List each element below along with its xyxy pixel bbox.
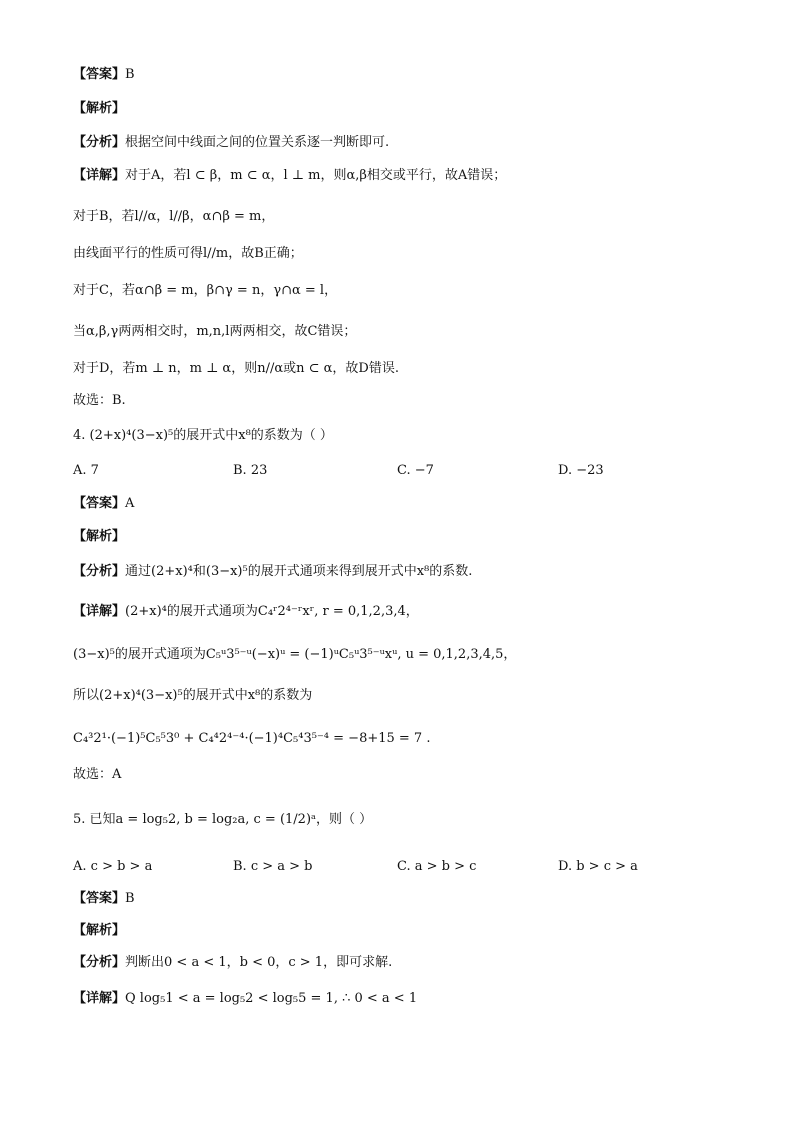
q5-option-b: B. c > a > b	[233, 859, 313, 874]
q5-line-1: Q log₅1 < a = log₅2 < log₅5 = 1, ∴ 0 < a < 1	[125, 991, 418, 1006]
q4-answer-line: 【答案】A	[73, 496, 135, 511]
q5-fenxi-line: 【分析】判断出0 < a < 1，b < 0，c > 1，即可求解.	[73, 955, 393, 970]
q4-line-4: C₄³2¹·(−1)⁵C₅⁵3⁰ + C₄⁴2⁴⁻⁴·(−1)⁴C₅⁴3⁵⁻⁴ = −8+15 = 7 .	[73, 731, 431, 746]
q3-line-b2: 由线面平行的性质可得l//m，故B正确；	[73, 246, 303, 261]
q3-answer-line	[73, 66, 135, 84]
q3-xiangjie-line: 【详解】对于A，若l ⊂ β，m ⊂ α，l ⊥ m，则α,β相交或平行，故A错误；	[73, 168, 507, 183]
q3-line-d: 对于D，若m ⊥ n，m ⊥ α，则n//α或n ⊂ α，故D错误.	[73, 361, 399, 376]
q5-answer-line: 【答案】B	[73, 891, 135, 906]
q3-conclusion: 故选：B.	[73, 393, 126, 408]
q5-option-c: C. a > b > c	[397, 859, 477, 874]
q5-option-d: D. b > c > a	[558, 859, 638, 874]
q3-line-c2: 当α,β,γ两两相交时，m,n,l两两相交，故C错误；	[73, 324, 357, 339]
fenxi-text: 判断出0 < a < 1，b < 0，c > 1，即可求解.	[125, 955, 393, 970]
answer-value: A	[125, 496, 135, 511]
q3-analysis-heading: 【解析】	[73, 101, 126, 116]
q3-line-a: 对于A，若l ⊂ β，m ⊂ α，l ⊥ m，则α,β相交或平行，故A错误；	[125, 168, 507, 183]
q5-options	[73, 859, 713, 877]
q3-fenxi-line: 【分析】根据空间中线面之间的位置关系逐一判断即可.	[73, 135, 390, 150]
q4-line-3: 所以(2+x)⁴(3−x)⁵的展开式中x⁸的系数为	[73, 688, 313, 703]
q4-option-c: C. −7	[397, 463, 434, 478]
q4-xiangjie-line: 【详解】(2+x)⁴的展开式通项为C₄ʳ2⁴⁻ʳxʳ, r = 0,1,2,3,4，	[73, 604, 419, 619]
q3-line-b1: 对于B，若l//α，l//β，α∩β = m，	[73, 209, 275, 224]
q5-stem: 5. 已知a = log₅2, b = log₂a, c = (1/2)ᵃ，则（ ）	[73, 812, 373, 827]
fenxi-text: 通过(2+x)⁴和(3−x)⁵的展开式通项来得到展开式中x⁸的系数.	[125, 564, 473, 579]
q3-line-c1: 对于C，若α∩β = m，β∩γ = n，γ∩α = l，	[73, 283, 338, 298]
q5-option-a: A. c > b > a	[73, 859, 153, 874]
answer-value: B	[125, 891, 135, 906]
answer-value: B	[125, 67, 135, 82]
q4-line-2: (3−x)⁵的展开式通项为C₅ᵘ3⁵⁻ᵘ(−x)ᵘ = (−1)ᵘC₅ᵘ3⁵⁻ᵘxᵘ, u = 0,1,2,3,4,5，	[73, 647, 517, 662]
q4-line-1: (2+x)⁴的展开式通项为C₄ʳ2⁴⁻ʳxʳ, r = 0,1,2,3,4，	[125, 604, 419, 619]
fenxi-text: 根据空间中线面之间的位置关系逐一判断即可.	[125, 135, 390, 150]
q4-conclusion: 故选：A	[73, 767, 122, 782]
q4-options	[73, 463, 713, 481]
q5-analysis-heading: 【解析】	[73, 923, 126, 938]
q4-option-a: A. 7	[73, 463, 99, 478]
q4-analysis-heading: 【解析】	[73, 529, 126, 544]
answer-label: 【答案】	[73, 67, 126, 82]
q4-stem: 4. (2+x)⁴(3−x)⁵的展开式中x⁸的系数为（ ）	[73, 428, 333, 443]
q5-xiangjie-line: 【详解】Q log₅1 < a = log₅2 < log₅5 = 1, ∴ 0 < a < 1	[73, 991, 418, 1006]
q4-option-d: D. −23	[558, 463, 604, 478]
q4-fenxi-line: 【分析】通过(2+x)⁴和(3−x)⁵的展开式通项来得到展开式中x⁸的系数.	[73, 564, 473, 579]
q4-option-b: B. 23	[233, 463, 268, 478]
